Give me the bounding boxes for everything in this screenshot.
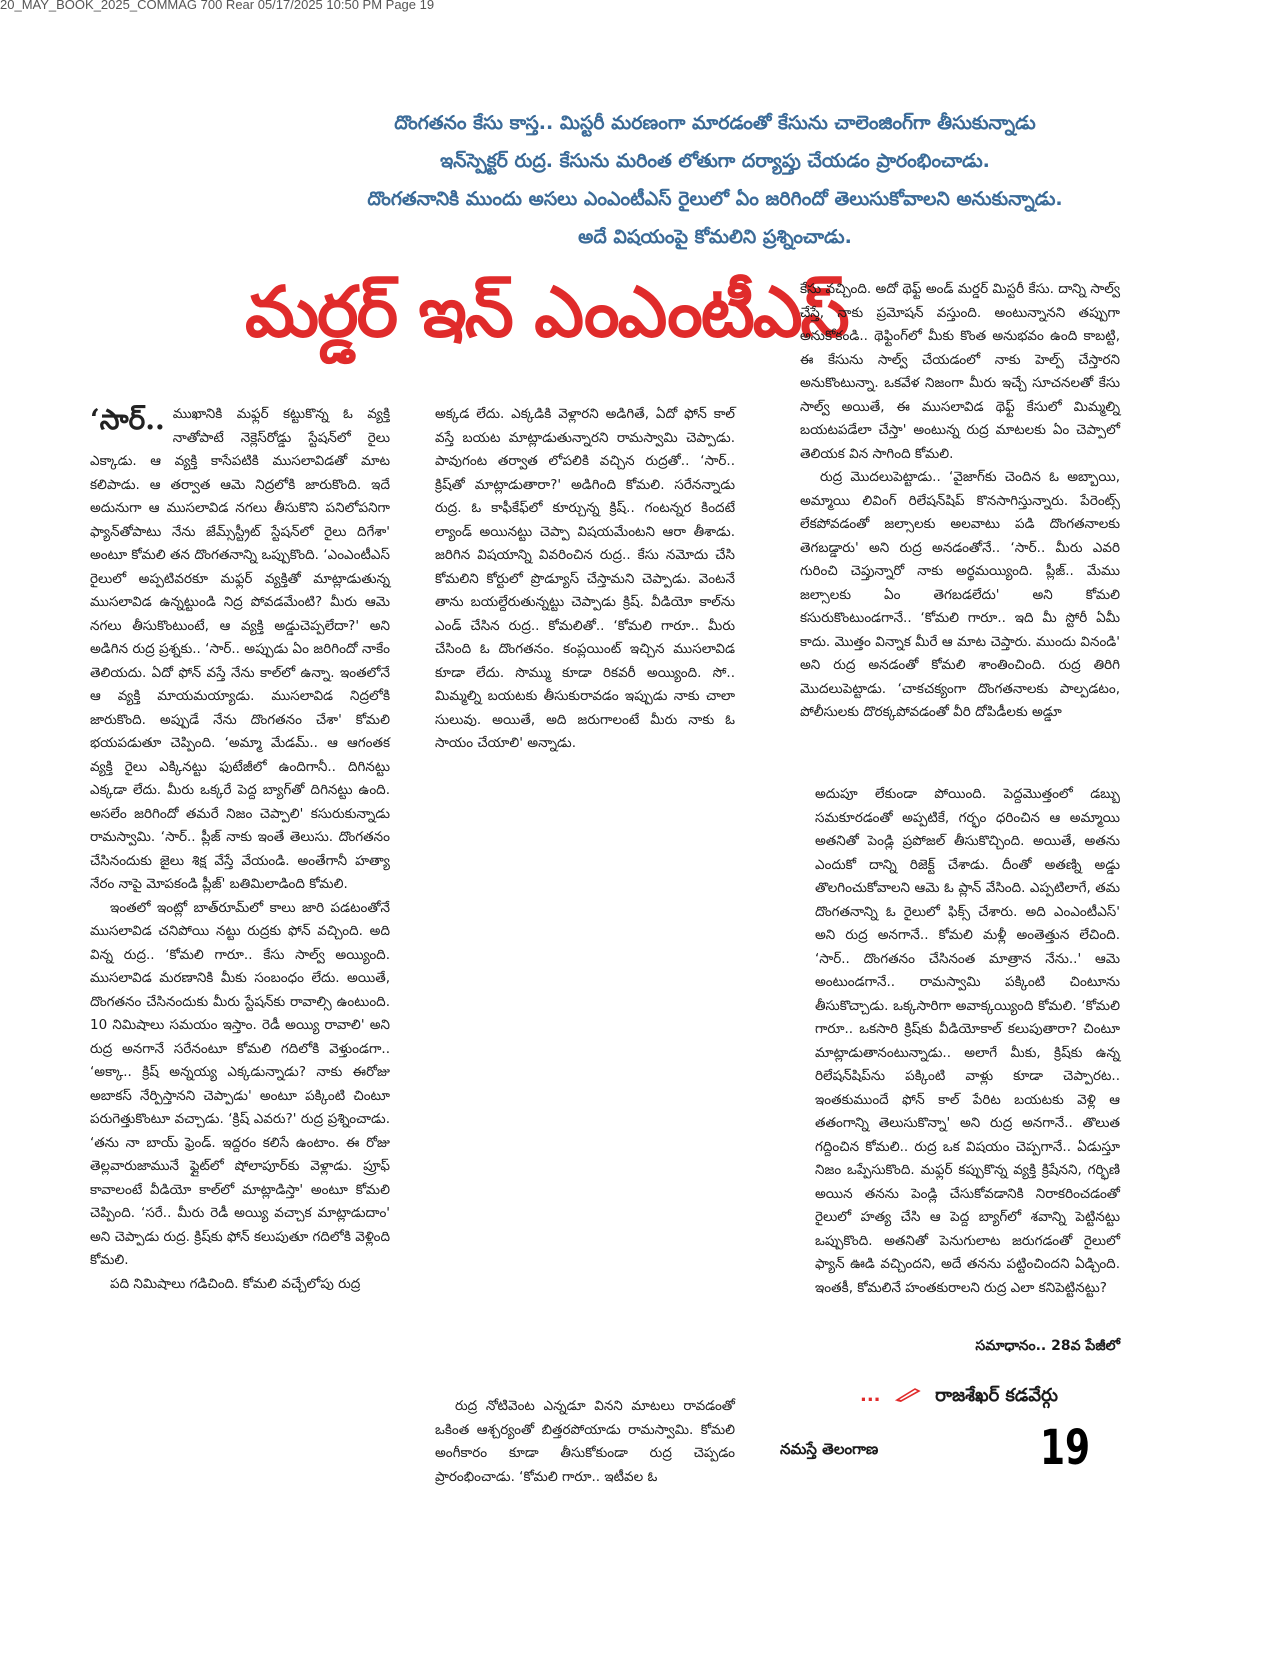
column-3-bottom (815, 783, 1120, 1300)
paragraph: పది నిమిషాలు గడిచింది. కోమలి వచ్చేలోపు రుద్ర (110, 1275, 361, 1292)
intro-blurb (300, 104, 1130, 256)
paragraph (90, 403, 390, 897)
column-1 (90, 403, 390, 1296)
paragraph: రుద్ర మొదలుపెట్టాడు.. ‘వైజాగ్‌కు చెందిన ఓ అబ్బాయి, అమ్మాయి లివింగ్ రిలేషన్‌షిప్ కొనసాగిస్తున్నారు. పేరెంట్స్ లేకపోవడంతో జల్సాలకు అలవాటు పడి దొంగతనాలకు తెగబడ్డారు' అని రుద్ర అనడంతోనే.. ‘సార్.. మీరు ఎవరి గురించి చెప్తున్నారో నాకు అర్థమయ్యింది. ప్లీజ్.. మేము జల్సాలకు ఏం తెగబడలేదు' అని కోమలి కసురుకొంటుండగానే.. ‘కోమలి గారూ.. ఇది మీ స్టోరీ ఏమీ కాదు. మొత్తం విన్నాక మీరే ఆ మాట చెప్తారు. ముందు వినండి' అని రుద్ర అనడంతో కోమలి శాంతించింది. రుద్ర తిరిగి మొదలుపెట్టాడు. ‘చాకచక్యంగా దొంగతనాలకు పాల్పడటం, పోలీసులకు దొరక్కపోవడంతో వీరి దోపిడీలకు అడ్డూ (800, 469, 1120, 720)
answer-reference: సమాధానం.. 28వ పేజీలో (975, 1338, 1120, 1354)
intro-line: దొంగతనం కేసు కాస్త.. మిస్టరీ మరణంగా మారడంతో కేసును చాలెంజింగ్‌గా తీసుకున్నాడు (394, 112, 1036, 134)
author-name: రాజశేఖర్ కడవేర్గు (935, 1385, 1058, 1406)
print-header-strip: 20_MAY_BOOK_2025_COMMAG 700 Rear 05/17/2025 10:50 PM Page 19 (0, 0, 435, 12)
intro-line: దొంగతనానికి ముందు అసలు ఎంఎంటీఎస్ రైలులో ఏం జరిగిందో తెలుసుకోవాలని అనుకున్నాడు. (367, 188, 1063, 210)
paragraph: అదుపూ లేకుండా పోయింది. పెద్దమొత్తంలో డబ్బు సమకూరడంతో అప్పటికే, గర్భం ధరించిన ఆ అమ్మాయి అతనితో పెండ్లి ప్రపోజల్ తీసుకొచ్చింది. అయితే, అతను ఎందుకో దాన్ని రిజెక్ట్ చేశాడు. దీంతో అతణ్ని అడ్డు తొలగించుకోవాలని ఆమె ఓ ప్లాన్ వేసింది. ఎప్పటిలాగే, తమ దొంగతనాన్ని ఓ రైలులో ఫిక్స్ చేశారు. అది ఎంఎంటీఎస్' అని రుద్ర అనగానే.. కోమలి మళ్లీ అంతెత్తున లేచింది. ‘సార్.. దొంగతనం చేసినంత మాత్రాన నేను..' ఆమె అంటుండగానే.. రామస్వామి పక్కింటి చింటూను తీసుకొచ్చాడు. ఒక్కసారిగా అవాక్కయ్యింది కోమలి. ‘కోమలి గారూ.. ఒకసారి క్రిష్‌కు వీడియోకాల్ కలుపుతారా? చింటూ మాట్లాడుతానంటున్నాడు.. అలాగే మీకు, క్రిష్‌కు ఉన్న రిలేషన్‌షిప్‌ను పక్కింటి వాళ్లు కూడా చెప్పారట.. ఇంతకుముందే ఫోన్ కాల్ పేరిట బయటకు వెళ్లి ఆ తతంగాన్ని తెలుసుకొన్నా' అని రుద్ర అనగానే.. తొలుత గద్దించిన కోమలి.. రుద్ర ఒక విషయం చెప్పగానే.. ఏడుస్తూ నిజం ఒప్పేసుకొంది. మఫ్లర్ కప్పుకొన్న వ్యక్తి క్రిషేనని, గర్భిణి అయిన తనను పెండ్లి చేసుకోవడానికి నిరాకరించడంతో రైలులో హత్య చేసి ఆ పెద్ద బ్యాగ్‌లో శవాన్ని పెట్టినట్టు ఒప్పుకొంది. అతనితో పెనుగులాట జరుగడంతో రైలులో ఫ్యాన్ ఊడి వచ్చిందని, అదే తనను పట్టించిందని ఏడ్చింది. ఇంతకీ, కోమలినే హంతకురాలని రుద్ర ఎలా కనిపెట్టినట్టు? (815, 786, 1120, 1296)
story-title: మర్డర్ ఇన్ ఎంఎంటీఎస్ (245, 270, 848, 353)
paragraph: రుద్ర నోటివెంట ఎన్నడూ వినని మాటలు రావడంతో ఒకింత ఆశ్చర్యంతో బిత్తరపోయాడు రామస్వామి. కోమలి అంగీకారం కూడా తీసుకోకుండా రుద్ర చెప్పడం ప్రారంభించాడు. ‘కోమలి గారూ.. ఇటీవల ఓ (435, 1398, 735, 1485)
column-2-bottom (435, 1395, 735, 1489)
column-2-top (435, 403, 735, 756)
column-3-top (800, 278, 1120, 725)
page-number: 19 (1040, 1420, 1091, 1476)
paragraph: ఇంతలో ఇంట్లో బాత్‌రూమ్‌లో కాలు జారి పడటంతోనే ముసలావిడ చనిపోయి నట్టు రుద్రకు ఫోన్ వచ్చింది. అది విన్న రుద్ర.. ‘కోమలి గారూ.. కేసు సాల్వ్ అయ్యింది. ముసలావిడ మరణానికి మీకు సంబంధం లేదు. అయితే, దొంగతనం చేసినందుకు మీరు స్టేషన్‌కు రావాల్సి ఉంటుంది. 10 నిమిషాలు సమయం ఇస్తాం. రెడీ అయ్యి రావాలి' అని రుద్ర అనగానే సరేనంటూ కోమలి గదిలోకి వెళ్తుండగా.. ‘అక్కా.. క్రిష్ అన్నయ్య ఎక్కడున్నాడు? నాకు ఈరోజు అబాకస్ నేర్పిస్తానని చెప్పాడు' అంటూ పక్కింటి చింటూ పరుగెత్తుకొంటూ వచ్చాడు. ‘క్రిష్ ఎవరు?' రుద్ర ప్రశ్నించాడు. ‘తను నా బాయ్ ఫ్రెండ్. ఇద్దరం కలిసే ఉంటాం. ఈ రోజు తెల్లవారుజామునే ఫ్లైట్‌లో షోలాపూర్‌కు వెళ్లాడు. ప్రూఫ్ కావాలంటే వీడియో కాల్‌లో మాట్లాడిస్తా' అంటూ కోమలి చెప్పింది. ‘సరే.. మీరు రెడీ అయ్యి వచ్చాక మాట్లాడుదాం' అని చెప్పాడు రుద్ర. క్రిష్‌కు ఫోన్ కలుపుతూ గదిలోకి వెళ్లింది కోమలి. (90, 899, 390, 1268)
paragraph-text: ముఖానికి మఫ్లర్ కట్టుకొన్న ఓ వ్యక్తి నాతోపాటే నెక్లెస్‌రోడ్డు స్టేషన్‌లో రైలు ఎక్కాడు. ఆ వ్యక్తి కాసేపటికి ముసలావిడతో మాట కలిపాడు. ఆ తర్వాత ఆమె నిద్రలోకి జారుకొంది. ఇదే అదునుగా ఆ ముసలావిడ నగలు తీసుకొని పనిలోపనిగా ఫ్యాన్‌తోపాటు నేను జేమ్స్‌స్ట్రీట్ స్టేషన్‌లో రైలు దిగేశా' అంటూ కోమలి తన దొంగతనాన్ని ఒప్పుకొంది. ‘ఎంఎంటీఎస్ రైలులో అప్పటివరకూ మఫ్లర్ వ్యక్తితో మాట్లాడుతున్న ముసలావిడ ఉన్నట్టుండి నిద్ర పోవడమేంటి? మీరు ఆమె నగలు తీసుకొంటుంటే, ఆ వ్యక్తి అడ్డుచెప్పలేదా?' అని అడిగిన రుద్ర ప్రశ్నకు.. ‘సార్.. అప్పుడు ఏం జరిగిందో నాకేం తెలియదు. ఏదో ఫోన్ వస్తే నేను కాల్‌లో ఉన్నా. ఇంతలోనే ఆ వ్యక్తి మాయమయ్యాడు. ముసలావిడ నిద్రలోకి జారుకొంది. అప్పుడే నేను దొంగతనం చేశా' కోమలి భయపడుతూ చెప్పింది. ‘అమ్మా మేడమ్.. ఆ ఆగంతక వ్యక్తి రైలు ఎక్కినట్టు ఫుటేజీలో ఉందిగానీ.. దిగినట్టు ఎక్కడా లేదు. మీరు ఒక్కరే పెద్ద బ్యాగ్‌తో దిగినట్టు ఉంది. అసలేం జరిగిందో తమరే నిజం చెప్పాలి' కసురుకున్నాడు రామస్వామి. ‘సార్.. ప్లీజ్ నాకు ఇంతే తెలుసు. దొంగతనం చేసినందుకు జైలు శిక్ష వేస్తే వేయండి. అంతేగానీ హత్యా నేరం నాపై మోపకండి ప్లీజ్' బతిమిలాడింది కోమలి. (90, 406, 390, 892)
byline-dots: ... (860, 1385, 881, 1406)
pen-icon (895, 1386, 921, 1407)
magazine-name: నమస్తే తెలంగాణ (780, 1440, 879, 1458)
intro-line: ఇన్‌స్పెక్టర్ రుద్ర. కేసును మరింత లోతుగా దర్యాప్తు చేయడం ప్రారంభించాడు. (440, 150, 990, 172)
dropcap: ‘సార్.. (90, 403, 165, 436)
paragraph: కేసు వచ్చింది. అదో థెఫ్ట్ అండ్ మర్డర్ మిస్టరీ కేసు. దాన్ని సాల్వ్ చేస్తే, నాకు ప్రమోషన్ వస్తుంది. అంటున్నానని తప్పుగా అనుకోకండి.. థెఫ్టింగ్‌లో మీకు కొంత అనుభవం ఉంది కాబట్టి, ఈ కేసును సాల్వ్ చేయడంలో నాకు హెల్ప్ చేస్తారని అనుకొంటున్నా. ఒకవేళ నిజంగా మీరు ఇచ్చే సూచనలతో కేసు సాల్వ్ అయితే, ఈ ముసలావిడ థెఫ్ట్ కేసులో మిమ్మల్ని బయటపడేలా చేస్తా' అంటున్న రుద్ర మాటలకు ఏం చెప్పాలో తెలియక విన సాగింది కోమలి. (800, 281, 1120, 462)
paragraph: అక్కడ లేదు. ఎక్కడికి వెళ్లారని అడిగితే, ఏదో ఫోన్ కాల్ వస్తే బయట మాట్లాడుతున్నారని రామస్వామి చెప్పాడు. పావుగంట తర్వాత లోపలికి వచ్చిన రుద్రతో.. ‘సార్.. క్రిష్‌తో మాట్లాడుతారా?' అడిగింది కోమలి. సరేనన్నాడు రుద్ర. ఓ కాఫీకేఫ్‌లో కూర్చున్న క్రిష్.. గంటన్నర కిందటే ల్యాండ్ అయినట్టు చెప్పా విషయమేంటని ఆరా తీశాడు. జరిగిన విషయాన్ని వివరించిన రుద్ర.. కేసు నమోదు చేసి కోమలిని కోర్టులో ప్రొడ్యూస్ చేస్తామని చెప్పాడు. వెంటనే తాను బయల్దేరుతున్నట్టు చెప్పాడు క్రిష్. వీడియో కాల్‌ను ఎండ్ చేసిన రుద్ర.. కోమలితో.. ‘కోమలి గారూ.. మీరు చేసింది ఓ దొంగతనం. కంప్లయింట్ ఇచ్చిన ముసలావిడ కూడా లేదు. సొమ్ము కూడా రికవరీ అయ్యింది. సో.. మిమ్మల్ని బయటకు తీసుకురావడం ఇప్పుడు నాకు చాలా సులువు. అయితే, అది జరుగాలంటే మీరు నాకు ఓ సాయం చేయాలి' అన్నాడు. (435, 406, 735, 751)
intro-line: అదే విషయంపై కోమలిని ప్రశ్నించాడు. (578, 226, 852, 248)
author-byline (860, 1385, 1120, 1410)
